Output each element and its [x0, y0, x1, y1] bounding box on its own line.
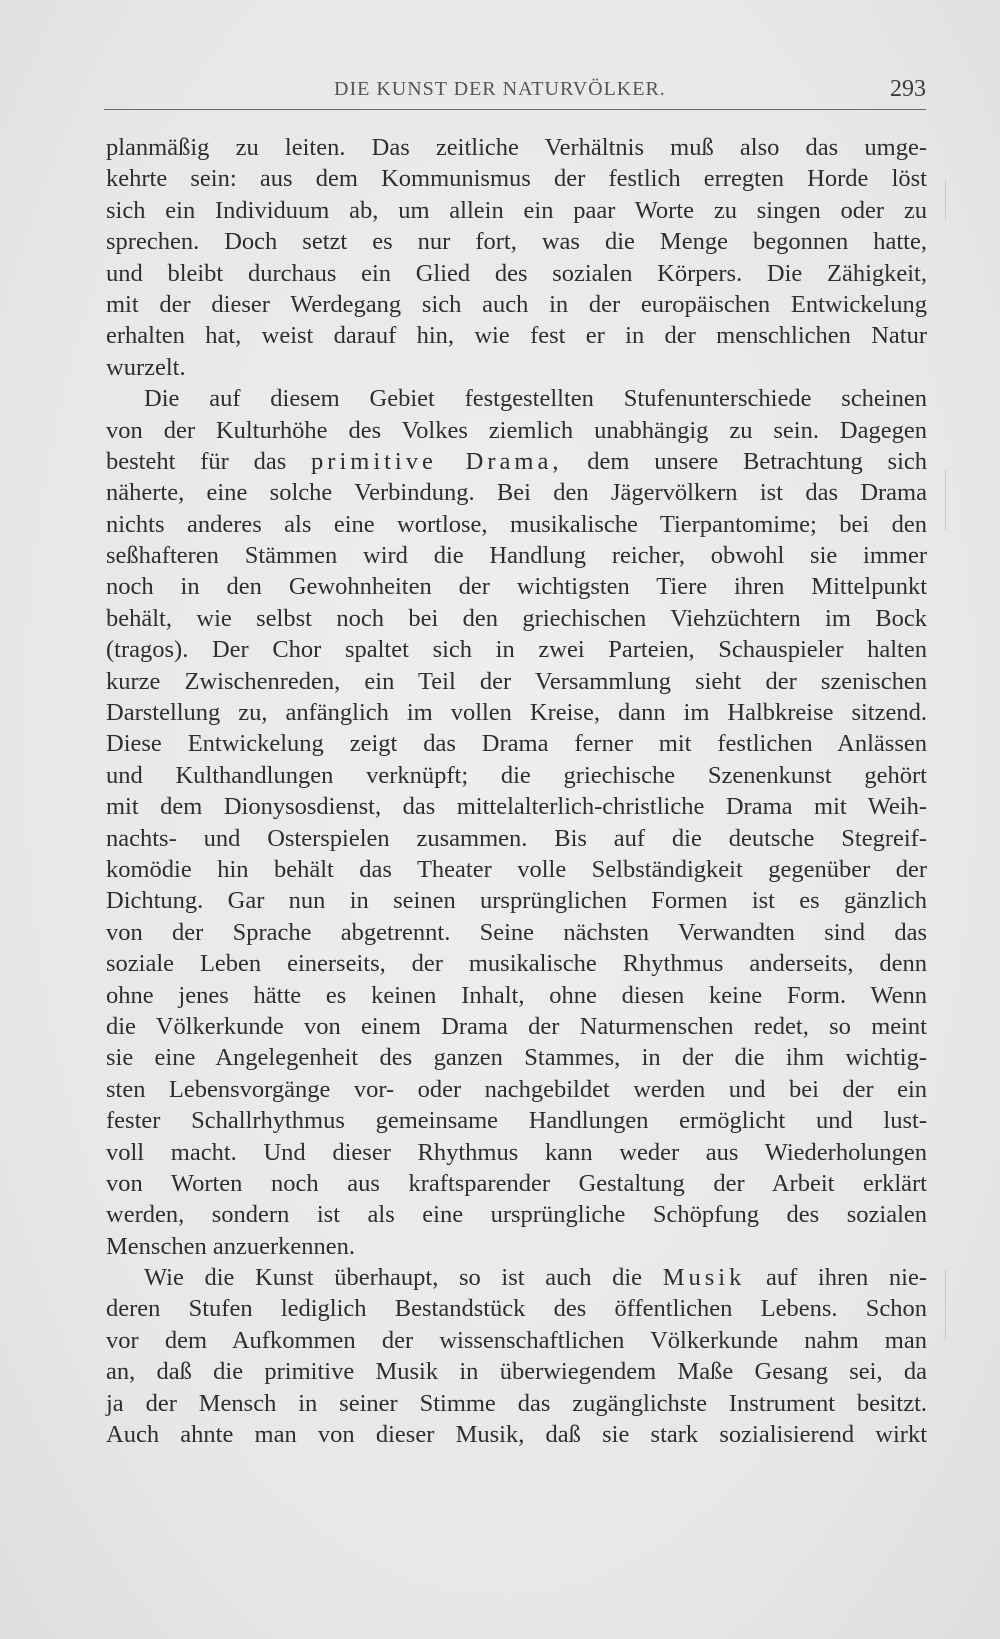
text-line [106, 1262, 927, 1293]
text-line: noch in den Gewohnheiten der wichtigsten Tiere ihren Mittelpunkt [106, 573, 927, 601]
text-line: kurze Zwischenreden, ein Teil der Versammlung sieht der szenischen [106, 667, 927, 695]
paper-edge-mark [945, 1270, 946, 1340]
text-line: und bleibt durchaus ein Glied des sozialen Körpers. Die Zähigkeit, [106, 259, 927, 287]
text-line: kehrte sein: aus dem Kommunismus der festlich erregten Horde löst [106, 165, 927, 193]
text-line: an, daß die primitive Musik in überwiegendem Maße Gesang sei, da [106, 1358, 927, 1386]
text-line: von Worten noch aus kraftsparender Gestaltung der Arbeit erklärt [106, 1169, 927, 1197]
text-line: deren Stufen lediglich Bestandstück des öffentlichen Lebens. Schon [106, 1295, 927, 1323]
text-segment: besteht für das [106, 447, 287, 475]
text-line: seßhafteren Stämmen wird die Handlung reicher, obwohl sie immer [106, 542, 927, 570]
text-line: nachts- und Osterspielen zusammen. Bis auf die deutsche Stegreif- [106, 824, 927, 852]
spaced-emphasis: Musik [662, 1264, 746, 1292]
text-line: von der Sprache abgetrennt. Seine nächsten Verwandten sind das [106, 918, 927, 946]
running-header [106, 68, 926, 108]
text-line: werden, sondern ist als eine ursprüngliche Schöpfung des sozialen [106, 1201, 927, 1229]
text-line: von der Kulturhöhe des Volkes ziemlich unabhängig zu sein. Dagegen [106, 416, 927, 444]
body-text [106, 132, 927, 1450]
text-line: näherte, eine solche Verbindung. Bei den Jägervölkern ist das Drama [106, 479, 927, 507]
text-line: sich ein Individuum ab, um allein ein paar Worte zu singen oder zu [106, 196, 927, 224]
text-line: wurzelt. [106, 353, 186, 381]
text-line: die Völkerkunde von einem Drama der Naturmenschen redet, so meint [106, 1012, 927, 1040]
text-line: mit dem Dionysosdienst, das mittelalterlich-christliche Drama mit Weih- [106, 793, 927, 821]
header-rule [104, 109, 926, 110]
text-line: Darstellung zu, anfänglich im vollen Kreise, dann im Halbkreise sitzend. [106, 699, 927, 727]
text-line: erhalten hat, weist darauf hin, wie fest er in der menschlichen Natur [106, 322, 927, 350]
text-line: und Kulthandlungen verknüpft; die griechische Szenenkunst gehört [106, 761, 927, 789]
text-line: nichts anderes als eine wortlose, musikalische Tierpantomime; bei den [106, 510, 927, 538]
text-segment: auf ihren nie- [766, 1264, 928, 1292]
text-line: planmäßig zu leiten. Das zeitliche Verhältnis muß also das umge- [106, 134, 927, 161]
text-line: sten Lebensvorgänge vor- oder nachgebildet werden und bei der ein [106, 1075, 927, 1103]
text-line: ohne jenes hätte es keinen Inhalt, ohne diesen keine Form. Wenn [106, 981, 927, 1009]
text-line: Menschen anzuerkennen. [106, 1232, 355, 1260]
text-line: voll macht. Und dieser Rhythmus kann weder aus Wiederholungen [106, 1138, 927, 1166]
text-line [106, 446, 927, 477]
text-line: Die auf diesem Gebiet festgestellten Stufenunterschiede scheinen [144, 385, 927, 413]
text-line: Auch ahnte man von dieser Musik, daß sie stark sozialisierend wirkt [106, 1421, 927, 1449]
text-line: mit der dieser Werdegang sich auch in der europäischen Entwickelung [106, 290, 927, 318]
paper-edge-mark [945, 470, 946, 530]
text-line: Dichtung. Gar nun in seinen ursprünglichen Formen ist es gänzlich [106, 887, 927, 915]
text-line: (tragos). Der Chor spaltet sich in zwei Parteien, Schauspieler halten [106, 636, 927, 664]
text-line: soziale Leben einerseits, der musikalische Rhythmus anderseits, denn [106, 950, 927, 978]
text-line: fester Schallrhythmus gemeinsame Handlungen ermöglicht und lust- [106, 1107, 927, 1135]
text-line: sprechen. Doch setzt es nur fort, was die Menge begonnen hatte, [106, 228, 927, 256]
text-line: Diese Entwickelung zeigt das Drama ferner mit festlichen Anlässen [106, 730, 927, 758]
text-line: sie eine Angelegenheit des ganzen Stammes, in der die ihm wichtig- [106, 1044, 927, 1072]
text-segment: Wie die Kunst überhaupt, so ist auch die [144, 1264, 643, 1292]
spaced-emphasis: primitive Drama, [311, 447, 563, 475]
page-number: 293 [890, 76, 926, 102]
text-line: vor dem Aufkommen der wissenschaftlichen Völkerkunde nahm man [106, 1326, 927, 1354]
running-title: DIE KUNST DER NATURVÖLKER. [334, 78, 666, 100]
text-line: ja der Mensch in seiner Stimme das zugänglichste Instrument besitzt. [106, 1389, 927, 1417]
text-line: komödie hin behält das Theater volle Selbständigkeit gegenüber der [106, 855, 927, 883]
text-segment: dem unsere Betrachtung sich [587, 447, 928, 475]
paper-edge-mark [945, 180, 946, 220]
text-line: behält, wie selbst noch bei den griechischen Viehzüchtern im Bock [106, 604, 927, 632]
